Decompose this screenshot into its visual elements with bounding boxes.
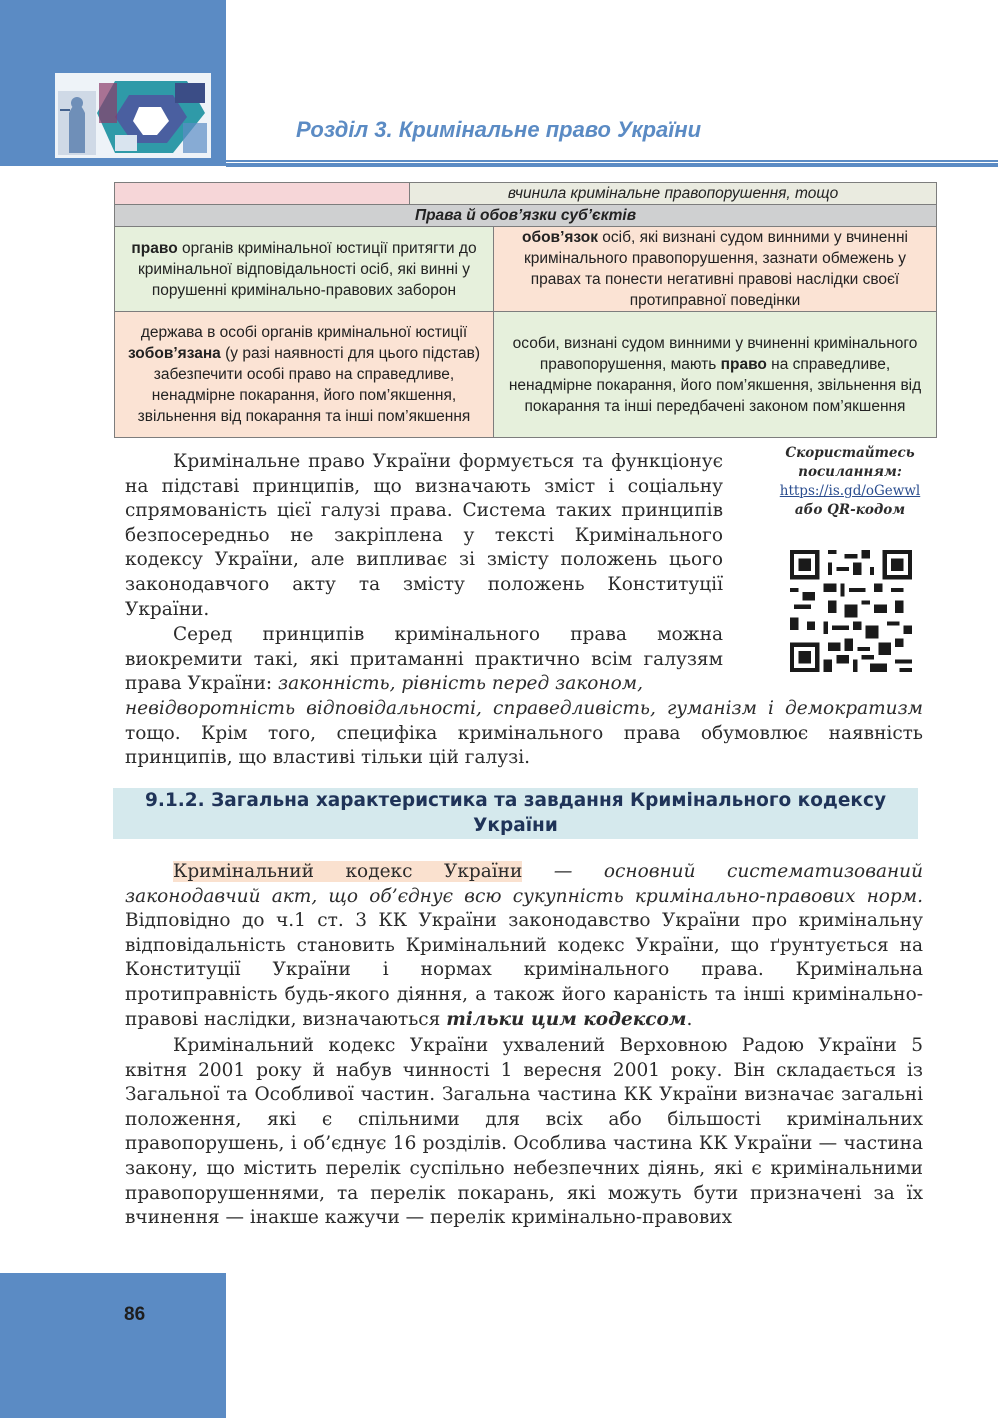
paragraph-principles-list-b bbox=[125, 697, 923, 771]
table-row bbox=[115, 205, 937, 227]
sidebar-text: посиланням: bbox=[798, 464, 902, 480]
table-cell-continuation: вчинила кримінальне правопорушення, тощо bbox=[410, 183, 937, 205]
cell-text: (у разі наявності для цього підстав) забезпечити особі право на справедливе, ненадмірне покарання, його пом’якшення, звільнення від покарання та інші пом’якшення bbox=[137, 345, 481, 425]
paragraph-code-definition bbox=[125, 860, 923, 1032]
sidebar-text: або QR-кодом bbox=[794, 502, 906, 518]
sidebar-link[interactable]: https://is.gd/oGewwl bbox=[779, 483, 921, 499]
chapter-title: Розділ 3. Кримінальне право України bbox=[296, 117, 702, 142]
qr-code-icon[interactable] bbox=[790, 550, 912, 672]
paragraph-principles: Кримінальне право України формується та функціонує на підставі принципів, що визначають зміст і соціальну спрямованість цієї галузі права. Система таких принципів безпосередньо не закріплена у тексті Кримінального кодексу України, але випливає зі змісту положень цього законодавчого акту та змісту положень Конституції України. bbox=[125, 451, 723, 620]
footer-blue-band bbox=[0, 1273, 226, 1418]
rights-duties-table bbox=[114, 182, 937, 438]
paragraph-code-structure: Кримінальний кодекс України ухвалений Верховною Радою України 5 квітня 2001 року й набув чинності 1 вересня 2001 року. Він складається із Загальної та Особливої частин. Загальна частина КК України визначає загальні положення, які є спільними для всіх або більшості кримінальних правопорушень, і об’єднує 16 розділів. Особлива частина КК України — частина закону, що містить перелік суспільно небезпечних діянь, які є кримінальними правопорушеннями, та перелік покарань, які можуть бути призначені за їх вчинення — інакше кажучи — перелік кримінально-правових bbox=[125, 1035, 923, 1229]
bold-term: обов’язок bbox=[522, 229, 598, 246]
para-emphasis: тільки цим кодексом bbox=[446, 1008, 687, 1030]
header-rule-thick bbox=[226, 163, 998, 167]
chapter-logo-image bbox=[55, 73, 211, 158]
table-cell-empty bbox=[115, 183, 410, 205]
highlighted-term: Кримінальний кодекс України bbox=[173, 861, 523, 882]
bold-term: право bbox=[131, 239, 178, 257]
table-section-header: Права й обов’язки суб’єктів bbox=[115, 205, 937, 227]
section-heading-line: України bbox=[473, 815, 558, 836]
cell-text: особи, визнані судом винними у вчиненні кримінального правопорушення, мають bbox=[512, 334, 918, 373]
table-cell-rights-justice bbox=[115, 227, 494, 312]
para-text: . bbox=[686, 1008, 693, 1030]
para-italic: — основний систематизований законодавчий акт, що об’єднує всю сукупність кримінально-правових норм. bbox=[125, 861, 924, 907]
table-row bbox=[115, 183, 937, 205]
table-cell-duty-guilty bbox=[494, 227, 937, 312]
para-text: тощо. Крім того, специфіка кримінального права обумовлює наявність принципів, що властиві тільки цій галузі. bbox=[125, 722, 923, 769]
para-text: Відповідно до ч.1 ст. 3 КК України законодавство України про кримінальну відповідальність становить Кримінальний кодекс України, що ґрунтується на Конституції України і нормах кримінального права. Кримінальна протиправність будь-якого діяння, а також його караність та інші кримінально-правові наслідки, визначаються bbox=[125, 910, 923, 1030]
header-rule-thin bbox=[226, 160, 998, 162]
para-italic: законність, рівність перед законом, bbox=[278, 673, 643, 695]
cell-text: органів кримінальної юстиції притягти до кримінальної відповідальності осіб, які винні у порушенні кримінально-правових заборон bbox=[138, 239, 477, 299]
sidebar-text: Скористайтесь bbox=[785, 445, 915, 461]
page-number: 86 bbox=[124, 1304, 146, 1325]
table-row bbox=[115, 312, 937, 438]
para-italic: невідворотність відповідальності, справедливість, гуманізм і демократизм bbox=[125, 698, 923, 719]
table-row bbox=[115, 227, 937, 312]
paragraph-principles-list-a bbox=[125, 623, 723, 697]
bold-term: зобов’язана bbox=[127, 345, 221, 362]
table-cell-guilty-rights bbox=[494, 312, 937, 438]
cell-text: осіб, які визнані судом винними у вчиненні кримінального правопорушення, зазнати обмежень у правах та понести негативні правові наслідки своєї протиправної поведінки bbox=[523, 229, 908, 309]
table-cell-state-obligation bbox=[115, 312, 494, 438]
section-heading bbox=[113, 788, 918, 839]
section-heading-line: 9.1.2. Загальна характеристика та завдання Кримінального кодексу bbox=[144, 790, 887, 811]
para-text: Серед принципів кримінального права можна виокремити такі, які притаманні практично всім галузям права України: bbox=[125, 624, 723, 695]
cell-text: на справедливе, ненадмірне покарання, його пом’якшення, звільнення від покарання та інші передбачені законом пом’якшення bbox=[508, 355, 922, 415]
bold-term: право bbox=[720, 355, 767, 373]
cell-text: держава в особі органів кримінальної юстиції bbox=[140, 324, 468, 341]
qr-sidebar bbox=[772, 444, 928, 520]
